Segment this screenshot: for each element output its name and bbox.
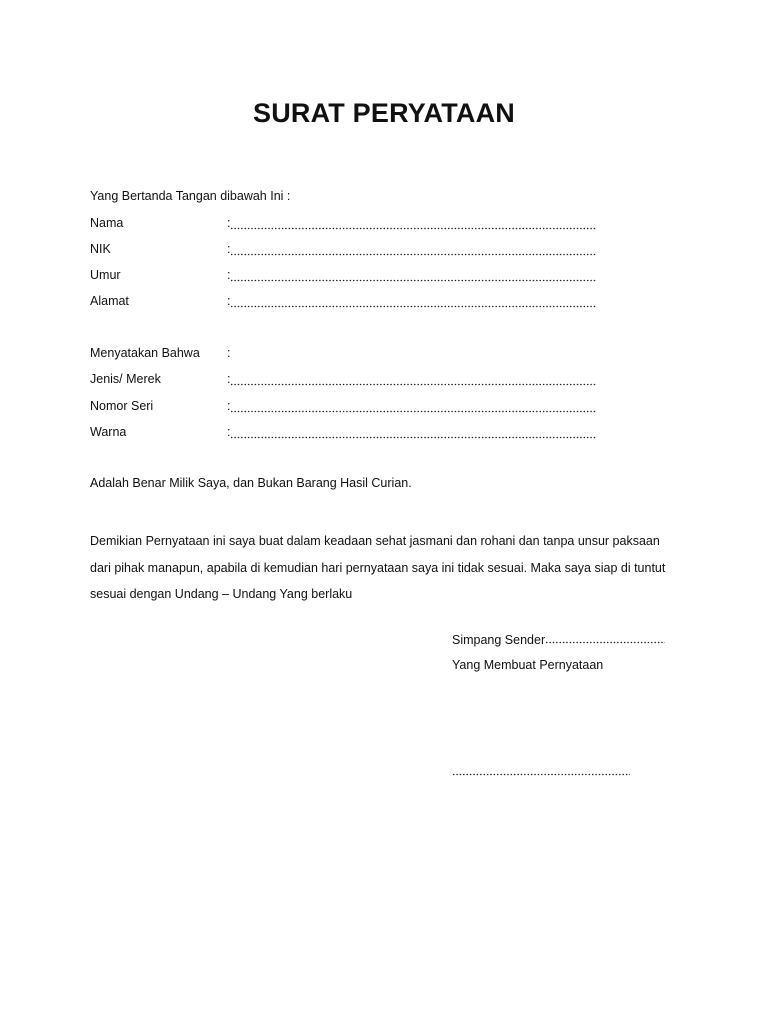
signature-place: Simpang Sender: [452, 633, 546, 647]
signature-place-date: [452, 632, 665, 647]
fill-in-line: [230, 425, 596, 439]
field-row-jenis-merek: [90, 372, 610, 390]
field-colon: :: [227, 372, 231, 386]
fill-in-line: [230, 372, 596, 386]
statement-colon: :: [227, 346, 231, 360]
fill-in-line: [230, 268, 596, 282]
field-label: Alamat: [90, 294, 129, 308]
field-colon: :: [227, 399, 231, 413]
field-label: Nama: [90, 216, 124, 230]
field-colon: :: [227, 294, 231, 308]
fill-in-line: [230, 294, 596, 308]
field-label: Jenis/ Merek: [90, 372, 161, 386]
field-label: Umur: [90, 268, 121, 282]
closing-line: dari pihak manapun, apabila di kemudian hari pernyataan saya ini tidak sesuai. Maka saya siap di tuntut: [90, 560, 666, 575]
field-row-alamat: [90, 294, 610, 312]
statement-row: [90, 346, 610, 364]
statement-label: Menyatakan Bahwa: [90, 346, 200, 360]
field-colon: :: [227, 216, 231, 230]
fill-in-line: [230, 216, 596, 230]
date-fill-in-line: [545, 632, 665, 644]
field-row-umur: [90, 268, 610, 286]
ownership-statement: Adalah Benar Milik Saya, dan Bukan Barang Hasil Curian.: [90, 476, 412, 490]
field-row-nik: [90, 242, 610, 260]
field-label: NIK: [90, 242, 111, 256]
field-colon: :: [227, 268, 231, 282]
field-row-warna: [90, 425, 610, 443]
field-colon: :: [227, 242, 231, 256]
field-row-nomor-seri: [90, 399, 610, 417]
fill-in-line: [230, 242, 596, 256]
field-colon: :: [227, 425, 231, 439]
field-row-nama: [90, 216, 610, 234]
closing-paragraph: [90, 528, 690, 608]
fill-in-line: [230, 399, 596, 413]
document-title: SURAT PERYATAAN: [252, 98, 516, 128]
closing-line: Demikian Pernyataan ini saya buat dalam keadaan sehat jasmani dan rohani dan tanpa unsur paksaan: [90, 534, 660, 548]
intro-text: Yang Bertanda Tangan dibawah Ini :: [90, 189, 291, 203]
signature-role: Yang Membuat Pernyataan: [452, 658, 604, 672]
closing-line: sesuai dengan Undang – Undang Yang berlaku: [90, 587, 353, 601]
field-label: Nomor Seri: [90, 399, 154, 413]
signature-line: [452, 764, 630, 778]
field-label: Warna: [90, 425, 127, 439]
